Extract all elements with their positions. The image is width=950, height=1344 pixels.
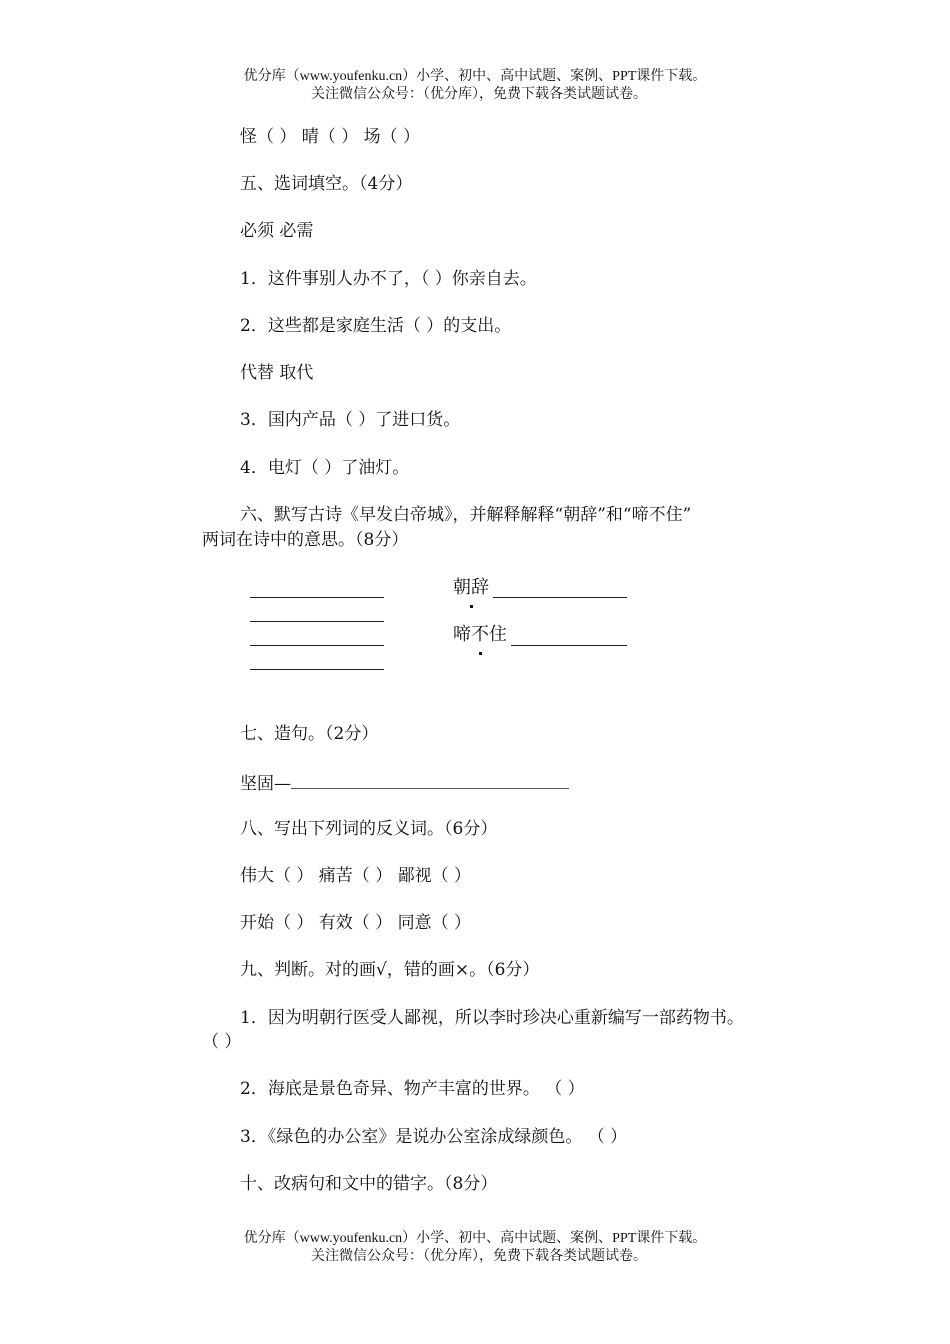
section-9-title: 九、判断。对的画√，错的画×。（6分） <box>240 960 540 980</box>
page-footer <box>0 1230 950 1266</box>
section-5-title: 五、选词填空。（4分） <box>240 174 413 194</box>
section-6-title-line-2: 两词在诗中的意思。（8分） <box>202 530 409 550</box>
poem-blank-line-1 <box>250 597 384 598</box>
header-line-2: 关注微信公众号：（优分库），免费下载各类试题试卷。 <box>311 87 647 102</box>
section-5-word-pair-1: 必须 必需 <box>240 221 314 241</box>
section-7-sentence <box>240 770 569 795</box>
section-9-question-1-paren: （ ） <box>202 1032 242 1052</box>
poem-blank-line-4 <box>250 669 384 670</box>
term-zhaoci-answer-line <box>493 597 627 598</box>
section-5-question-2: 2．这些都是家庭生活（ ）的支出。 <box>240 316 512 336</box>
section-7-title: 七、造句。（2分） <box>240 724 379 744</box>
section-8-title: 八、写出下列词的反义词。（6分） <box>240 819 498 839</box>
term-tibuzhu <box>453 624 507 646</box>
section-9-question-3: 3．《绿色的办公室》是说办公室涂成绿颜色。 （ ） <box>240 1127 628 1147</box>
poem-blank-line-2 <box>250 621 384 622</box>
page-header <box>0 68 950 104</box>
section-5-question-1: 1．这件事别人办不了，（ ）你亲自去。 <box>240 269 537 289</box>
term-tibuzhu-answer-line <box>511 645 627 646</box>
footer-line-1: 优分库（www.youfenku.cn）小学、初中、高中试题、案例、PPT课件下载。 <box>243 1231 707 1246</box>
section-8-row-1: 伟大（ ） 痛苦（ ） 鄙视（ ） <box>240 866 472 886</box>
section-5-word-pair-2: 代替 取代 <box>240 363 314 383</box>
section-7-word: 坚固— <box>240 774 291 794</box>
term-zhaoci-text: 朝辞 <box>453 577 489 598</box>
chars-fill-line: 怪（ ） 晴（ ） 场（ ） <box>240 127 421 147</box>
section-5-question-4: 4．电灯（ ）了油灯。 <box>240 458 410 478</box>
section-8-row-2: 开始（ ） 有效（ ） 同意（ ） <box>240 913 472 933</box>
poem-blank-line-3 <box>250 645 384 646</box>
section-10-title: 十、改病句和文中的错字。（8分） <box>240 1174 498 1194</box>
section-9-question-1: 1．因为明朝行医受人鄙视，所以李时珍决心重新编写一部药物书。 <box>240 1008 744 1028</box>
term-zhaoci <box>453 577 489 599</box>
section-6-title-line-1: 六、默写古诗《早发白帝城》，并解释解释“朝辞”和“啼不住” <box>240 505 692 525</box>
sentence-answer-line <box>291 770 569 789</box>
footer-line-2: 关注微信公众号：（优分库），免费下载各类试题试卷。 <box>311 1249 647 1264</box>
term-tibuzhu-text: 啼不住 <box>453 624 507 645</box>
section-5-question-3: 3．国内产品（ ）了进口货。 <box>240 410 461 430</box>
header-line-1: 优分库（www.youfenku.cn）小学、初中、高中试题、案例、PPT课件下载。 <box>243 69 707 84</box>
section-9-question-2: 2．海底是景色奇异、物产丰富的世界。 （ ） <box>240 1079 585 1099</box>
